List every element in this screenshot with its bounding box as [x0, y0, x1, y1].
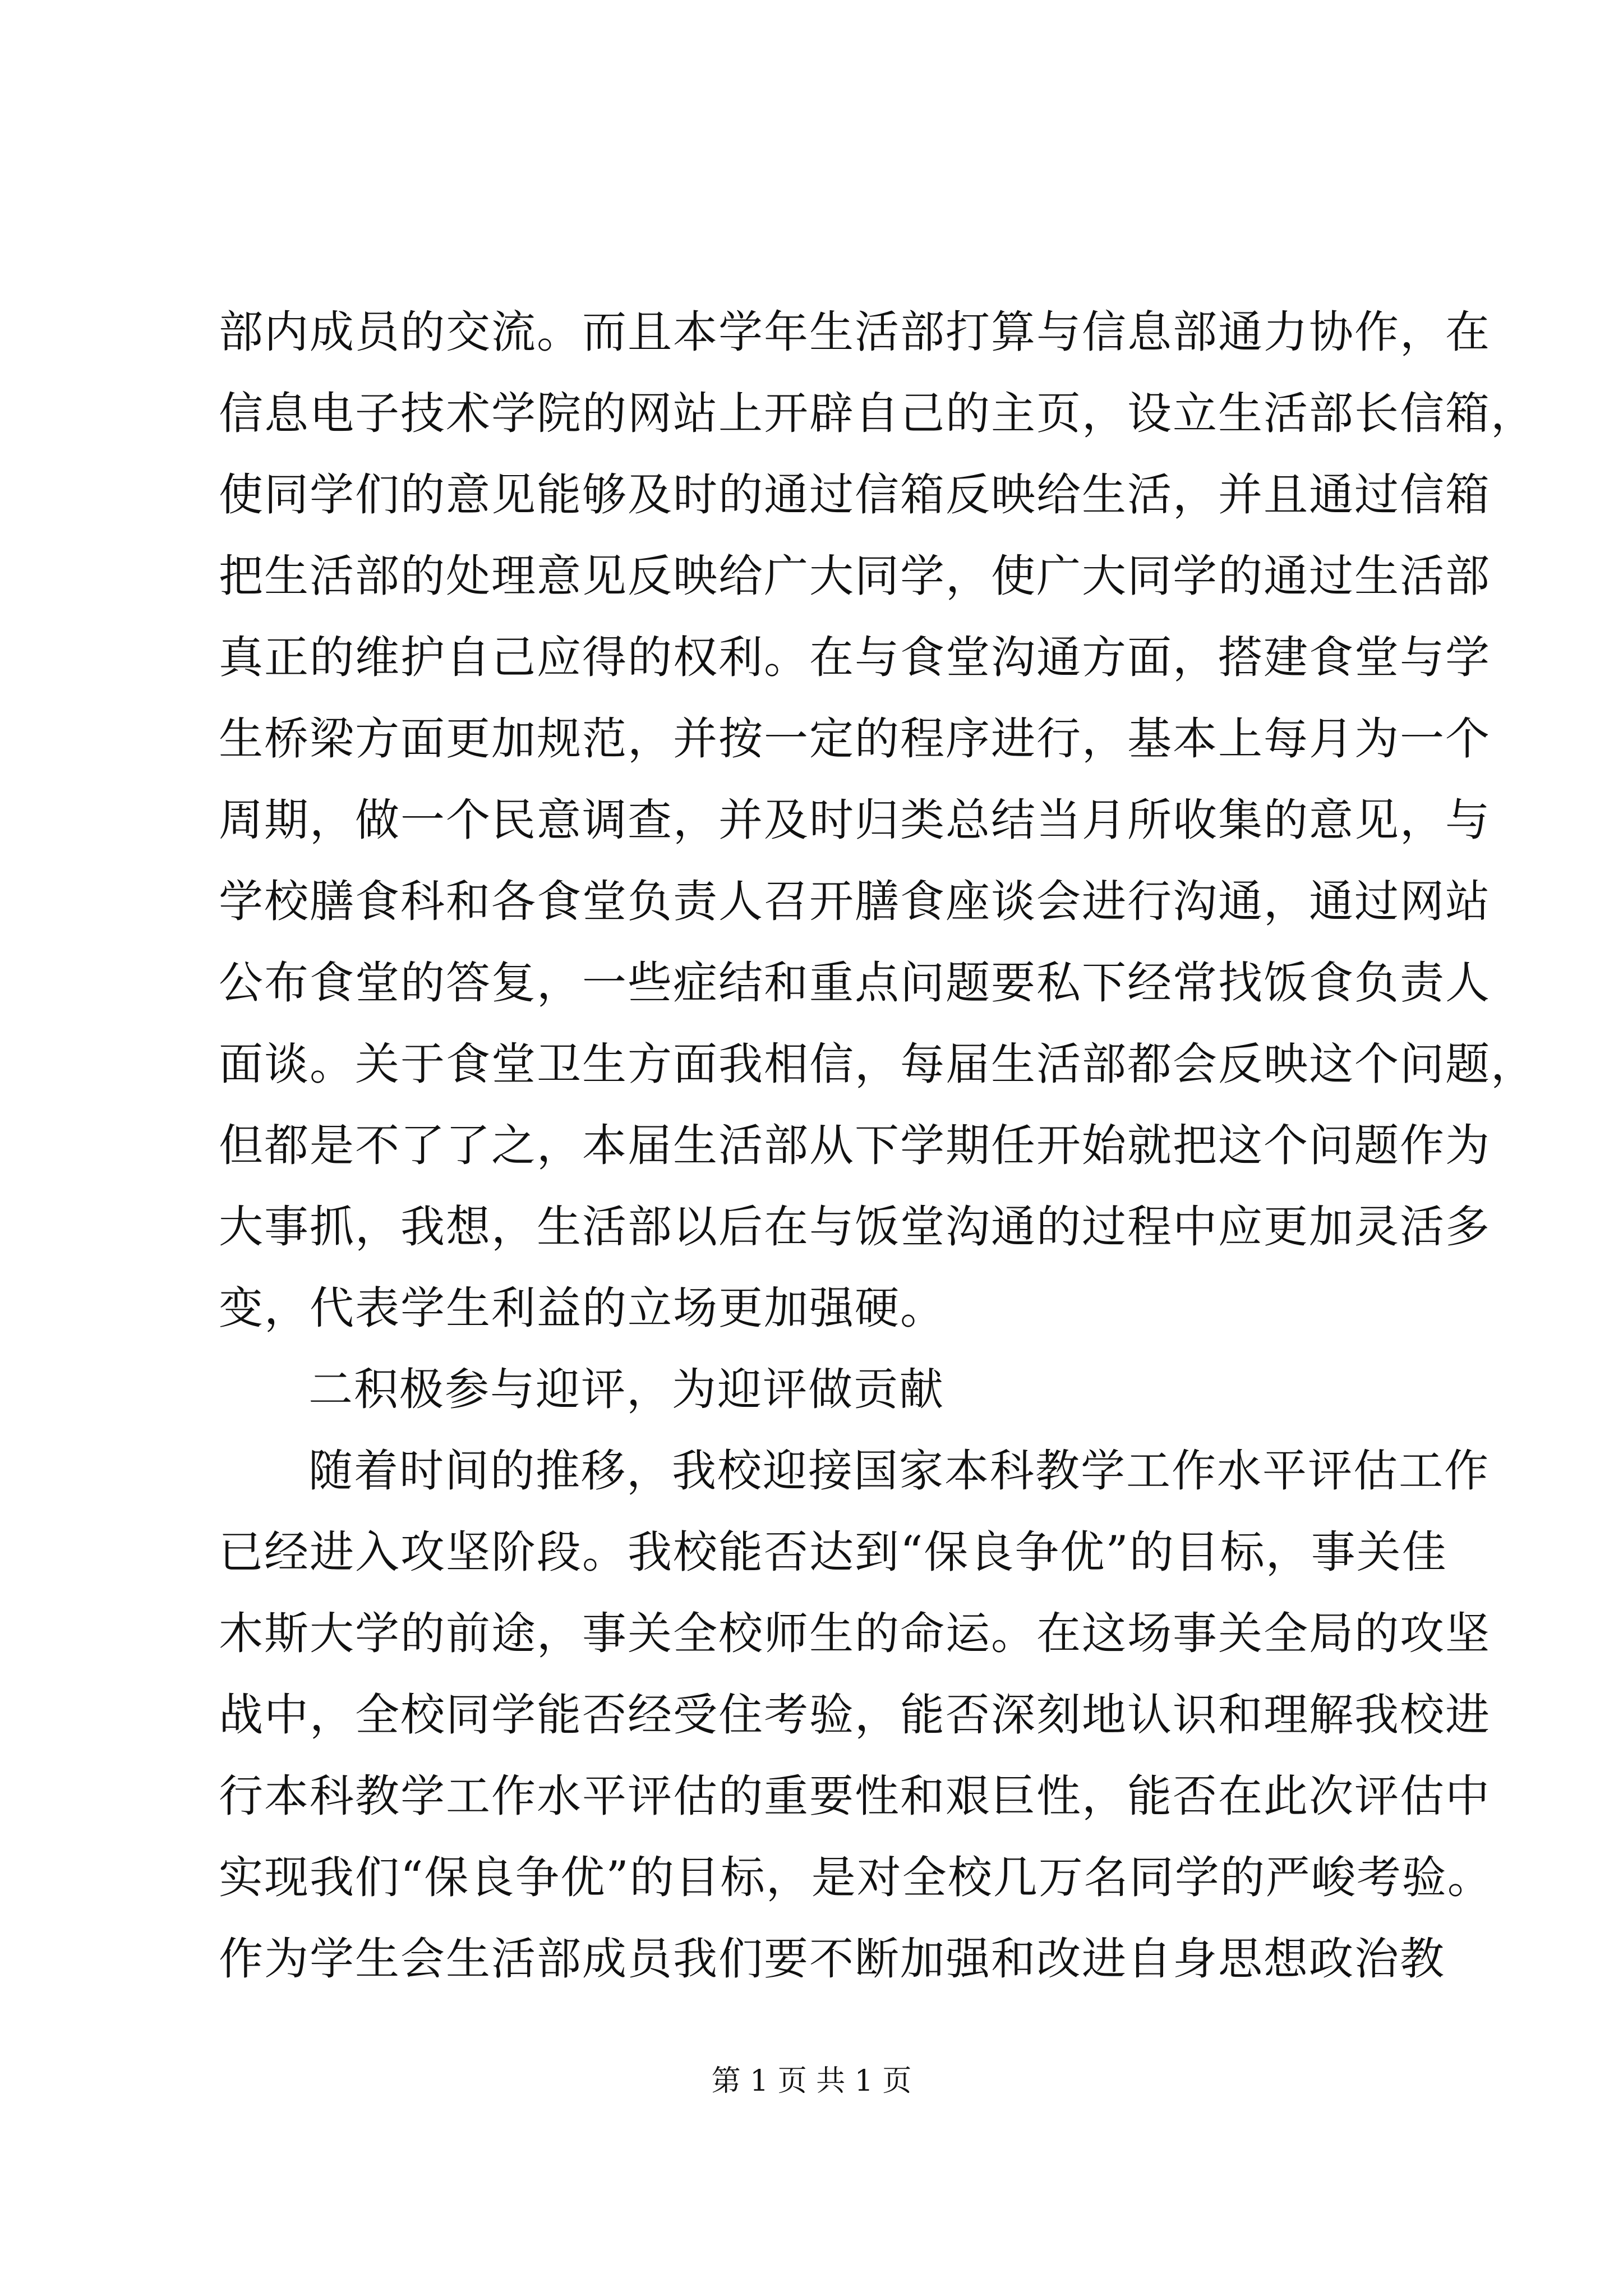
body-text [219, 292, 1536, 2000]
text-line: 周期，做一个民意调查，并及时归类总结当月所收集的意见，与 [219, 794, 1491, 846]
text-line: 大事抓，我想，生活部以后在与饭堂沟通的过程中应更加灵活多 [219, 1201, 1491, 1253]
text-line: 木斯大学的前途，事关全校师生的命运。在这场事关全局的攻坚 [219, 1608, 1491, 1659]
text-line: 但都是不了了之，本届生活部从下学期任开始就把这个问题作为 [219, 1120, 1491, 1171]
text-line: 使同学们的意见能够及时的通过信箱反映给生活，并且通过信箱 [219, 469, 1491, 521]
text-line: 实现我们“保良争优”的目标，是对全校几万名同学的严峻考验。 [219, 1852, 1493, 1903]
text-line: 作为学生会生活部成员我们要不断加强和改进自身思想政治教 [219, 1933, 1445, 1985]
section-heading: 二积极参与迎评，为迎评做贡献 [308, 1364, 944, 1415]
text-line: 公布食堂的答复，一些症结和重点问题要私下经常找饭食负责人 [219, 957, 1491, 1009]
text-line: 已经进入攻坚阶段。我校能否达到“保良争优”的目标，事关佳 [219, 1526, 1447, 1578]
text-line: 行本科教学工作水平评估的重要性和艰巨性，能否在此次评估中 [219, 1770, 1491, 1822]
text-line: 信息电子技术学院的网站上开辟自己的主页，设立生活部长信箱， [219, 388, 1536, 439]
page-number-footer: 第 1 页 共 1 页 [711, 2064, 912, 2098]
text-line: 部内成员的交流。而且本学年生活部打算与信息部通力协作，在 [219, 306, 1491, 358]
text-line: 把生活部的处理意见反映给广大同学，使广大同学的通过生活部 [219, 550, 1491, 602]
text-line: 学校膳食科和各食堂负责人召开膳食座谈会进行沟通，通过网站 [219, 876, 1491, 927]
text-line: 战中，全校同学能否经受住考验，能否深刻地认识和理解我校进 [219, 1689, 1491, 1741]
text-line: 生桥梁方面更加规范，并按一定的程序进行，基本上每月为一个 [219, 713, 1491, 765]
paragraph-first-line: 随着时间的推移，我校迎接国家本科教学工作水平评估工作 [308, 1445, 1490, 1497]
text-line: 面谈。关于食堂卫生方面我相信，每届生活部都会反映这个问题， [219, 1038, 1536, 1090]
text-line: 变，代表学生利益的立场更加强硬。 [219, 1282, 946, 1334]
text-line: 真正的维护自己应得的权利。在与食堂沟通方面，搭建食堂与学 [219, 632, 1491, 683]
